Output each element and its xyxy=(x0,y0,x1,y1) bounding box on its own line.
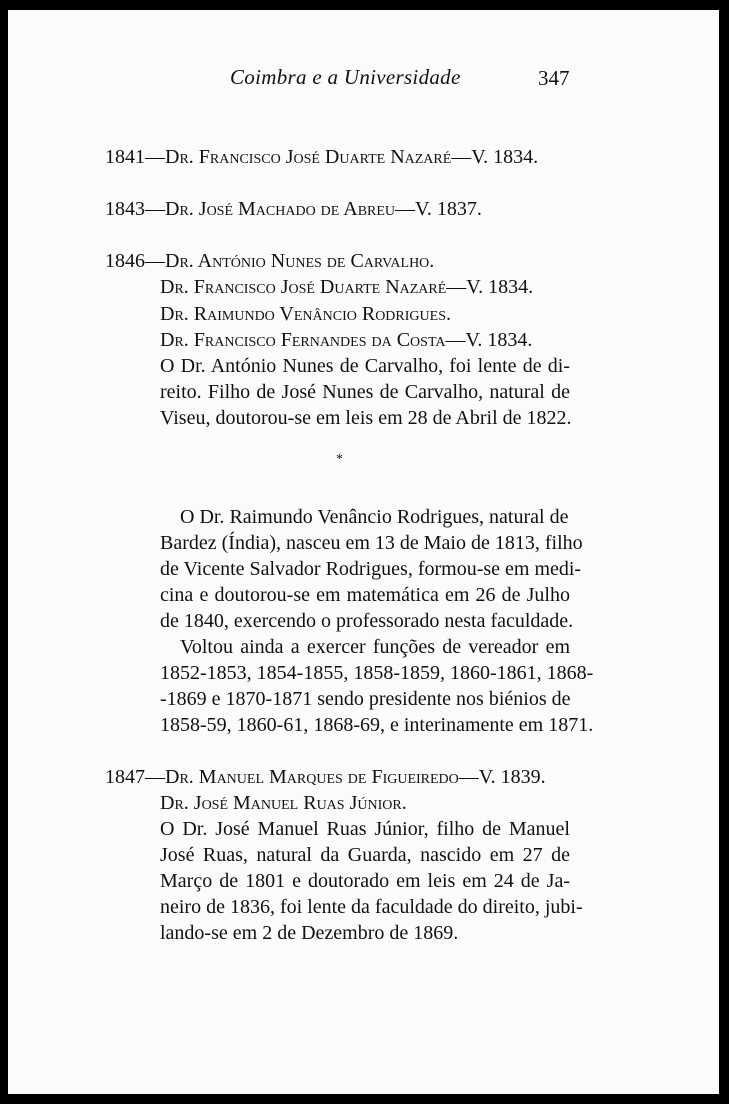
paragraph-rodrigues-line-1: O Dr. Raimundo Venâncio Rodrigues, natural de xyxy=(180,506,569,528)
entry-1847-line-1: 1847—Dr. Manuel Marques de Figueiredo—V. 1839. xyxy=(105,766,546,788)
page-number: 347 xyxy=(538,66,570,90)
paragraph-rodrigues-line-2: Bardez (Índia), nasceu em 13 de Maio de 1813, filho xyxy=(160,532,583,554)
paragraph-ruas-line-2: José Ruas, natural da Guarda, nascido em 27 de xyxy=(160,844,570,866)
paragraph-rodrigues-line-9: 1858-59, 1860-61, 1868-69, e interinamente em 1871. xyxy=(160,714,594,736)
paragraph-rodrigues-line-3: de Vicente Salvador Rodrigues, formou-se em medi- xyxy=(160,558,582,580)
entry-1846-line-3: Dr. Raimundo Venâncio Rodrigues. xyxy=(160,303,451,325)
paragraph-carvalho-line-3: Viseu, doutorou-se em leis em 28 de Abril de 1822. xyxy=(160,407,572,429)
entry-1843: 1843—Dr. José Machado de Abreu—V. 1837. xyxy=(105,198,482,220)
running-title: Coimbra e a Universidade xyxy=(230,65,461,89)
paragraph-carvalho-line-1: O Dr. António Nunes de Carvalho, foi lente de di- xyxy=(160,355,570,377)
paragraph-ruas-line-5: lando-se em 2 de Dezembro de 1869. xyxy=(160,922,459,944)
paragraph-rodrigues-line-5: de 1840, exercendo o professorado nesta faculdade. xyxy=(160,610,574,632)
paragraph-rodrigues-line-4: cina e doutorou-se em matemática em 26 de Julho xyxy=(160,584,570,606)
book-page xyxy=(8,10,719,1094)
paragraph-carvalho-line-2: reito. Filho de José Nunes de Carvalho, natural de xyxy=(160,381,570,403)
paragraph-rodrigues-line-7: 1852-1853, 1854-1855, 1858-1859, 1860-1861, 1868- xyxy=(160,662,594,684)
entry-1846-line-4: Dr. Francisco Fernandes da Costa—V. 1834. xyxy=(160,329,533,351)
entry-1846-line-2: Dr. Francisco José Duarte Nazaré—V. 1834. xyxy=(160,276,534,298)
section-separator: * xyxy=(336,452,343,467)
entry-1841: 1841—Dr. Francisco José Duarte Nazaré—V. 1834. xyxy=(105,146,539,168)
paragraph-rodrigues-line-8: -1869 e 1870-1871 sendo presidente nos biénios de xyxy=(160,688,571,710)
page-header xyxy=(8,65,719,95)
paragraph-ruas-line-1: O Dr. José Manuel Ruas Júnior, filho de Manuel xyxy=(160,818,570,840)
paragraph-ruas-line-4: neiro de 1836, foi lente da faculdade do direito, jubi- xyxy=(160,896,583,918)
entry-1846-line-1: 1846—Dr. António Nunes de Carvalho. xyxy=(105,250,435,272)
entry-1847-line-2: Dr. José Manuel Ruas Júnior. xyxy=(160,792,407,814)
paragraph-ruas-line-3: Março de 1801 e doutorado em leis em 24 de Ja- xyxy=(160,870,570,892)
paragraph-rodrigues-line-6: Voltou ainda a exercer funções de vereador em xyxy=(180,636,570,658)
